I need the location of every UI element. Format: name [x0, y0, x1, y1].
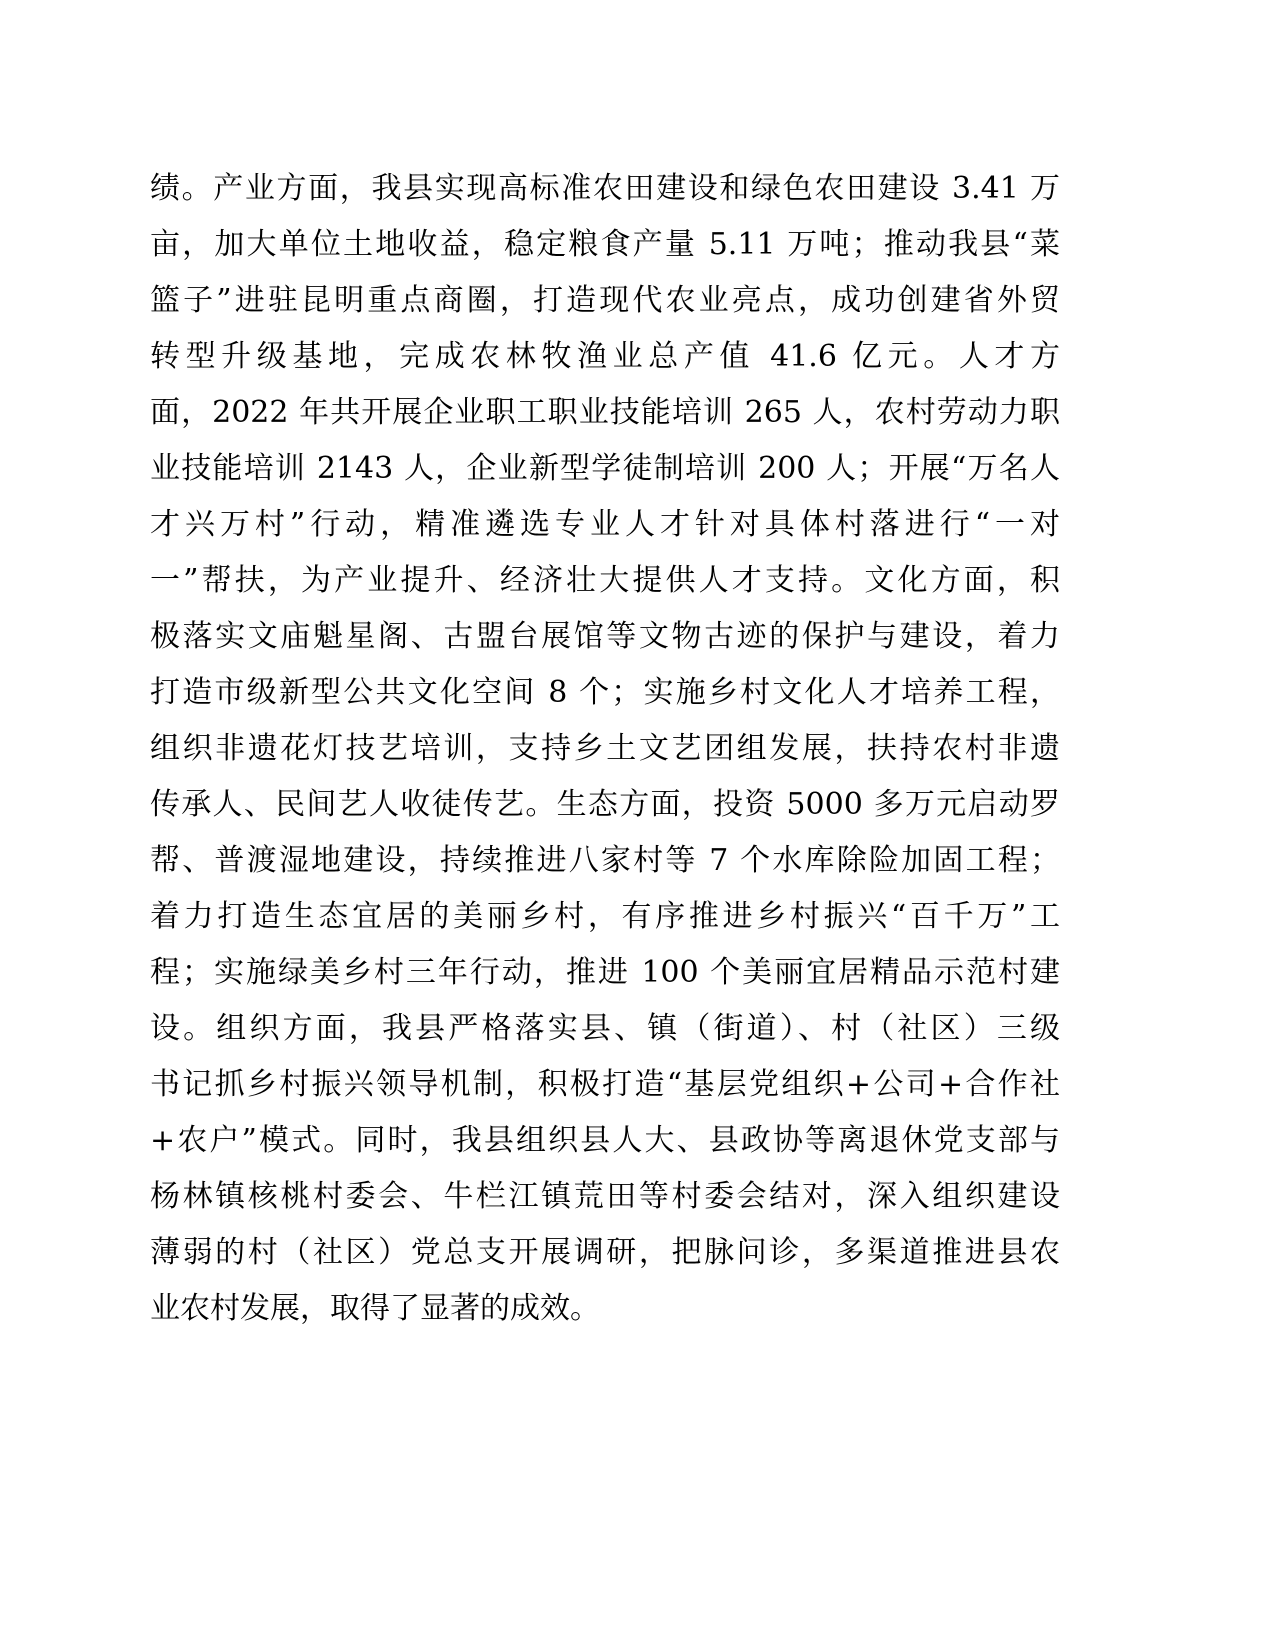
text-line: 业农村发展，取得了显著的成效。 — [150, 1291, 600, 1326]
text-line: 面，2022 年共开展企业职工职业技能培训 265 人，农村劳动力职 — [150, 395, 1060, 430]
text-line: 薄弱的村（社区）党总支开展调研，把脉问诊，多渠道推进县农 — [150, 1235, 1060, 1270]
text-line: 传承人、民间艺人收徒传艺。生态方面，投资 5000 多万元启动罗 — [150, 787, 1060, 822]
text-line: 业技能培训 2143 人，企业新型学徒制培训 200 人；开展“万名人 — [150, 451, 1060, 486]
text-line: 篮子”进驻昆明重点商圈，打造现代农业亮点，成功创建省外贸 — [150, 283, 1060, 318]
text-line: 帮、普渡湿地建设，持续推进八家村等 7 个水库除险加固工程； — [150, 843, 1060, 878]
text-line: 绩。产业方面，我县实现高标准农田建设和绿色农田建设 3.41 万 — [150, 171, 1060, 206]
text-line: 打造市级新型公共文化空间 8 个；实施乡村文化人才培养工程， — [150, 675, 1060, 710]
text-line: 程；实施绿美乡村三年行动，推进 100 个美丽宜居精品示范村建 — [150, 955, 1060, 990]
text-line: 极落实文庙魁星阁、古盟台展馆等文物古迹的保护与建设，着力 — [150, 619, 1060, 654]
text-line: 书记抓乡村振兴领导机制，积极打造“基层党组织+公司+合作社 — [150, 1067, 1060, 1102]
text-line: 着力打造生态宜居的美丽乡村，有序推进乡村振兴“百千万”工 — [150, 899, 1060, 934]
body-paragraph — [150, 161, 1060, 1337]
text-line: 转型升级基地，完成农林牧渔业总产值 41.6 亿元。人才方 — [150, 339, 1060, 374]
text-line: 一”帮扶，为产业提升、经济壮大提供人才支持。文化方面，积 — [150, 563, 1060, 598]
text-line: +农户”模式。同时，我县组织县人大、县政协等离退休党支部与 — [150, 1123, 1060, 1158]
text-line: 组织非遗花灯技艺培训，支持乡土文艺团组发展，扶持农村非遗 — [150, 731, 1060, 766]
text-line: 设。组织方面，我县严格落实县、镇（街道）、村（社区）三级 — [150, 1011, 1060, 1046]
text-line: 亩，加大单位土地收益，稳定粮食产量 5.11 万吨；推动我县“菜 — [150, 227, 1060, 262]
text-line: 杨林镇核桃村委会、牛栏江镇荒田等村委会结对，深入组织建设 — [150, 1179, 1060, 1214]
text-line: 才兴万村”行动，精准遴选专业人才针对具体村落进行“一对 — [150, 507, 1060, 542]
